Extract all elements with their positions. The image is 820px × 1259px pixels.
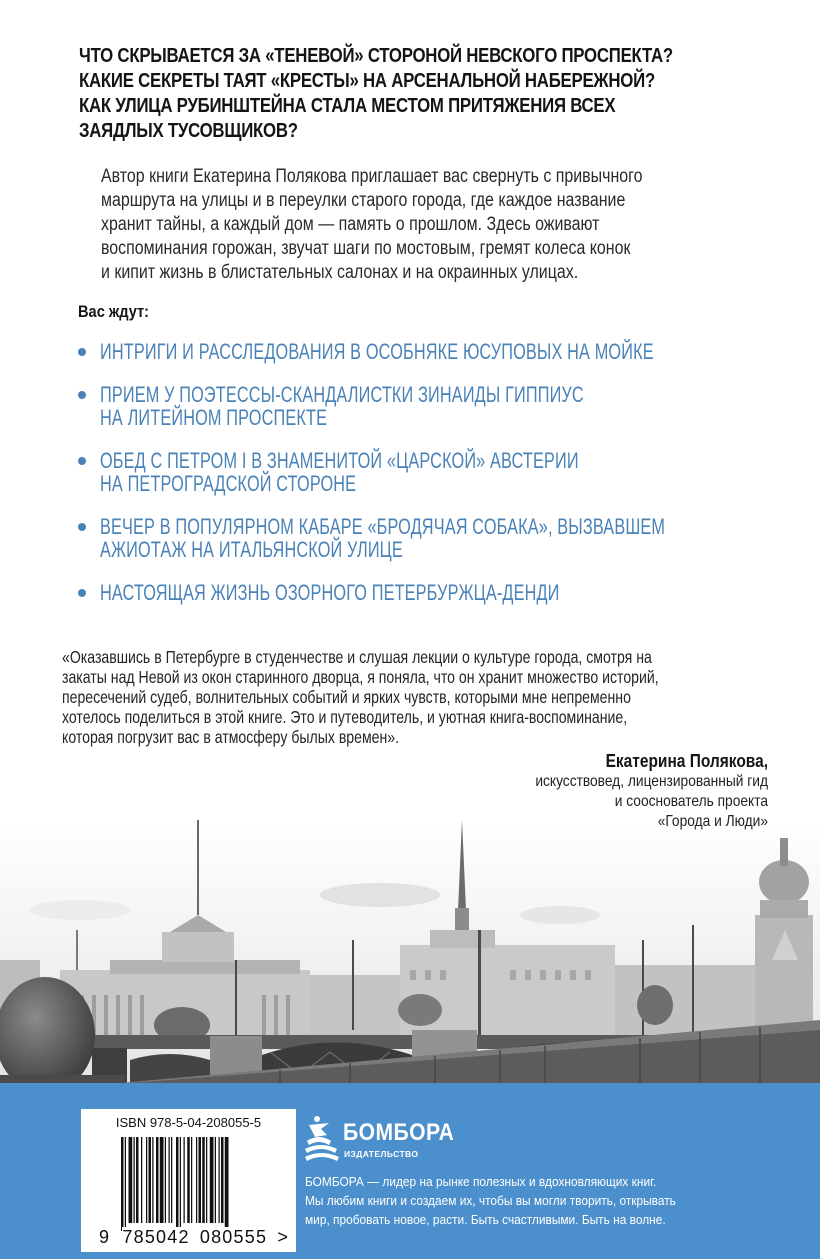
barcode-bar — [152, 1137, 153, 1223]
bullet-line: НАСТОЯЩАЯ ЖИЗНЬ ОЗОРНОГО ПЕТЕРБУРЖЦА-ДЕНДИ — [100, 580, 560, 605]
barcode-bar — [169, 1137, 170, 1223]
bullet-line: ИНТРИГИ И РАССЛЕДОВАНИЯ В ОСОБНЯКЕ ЮСУПОВЫХ НА МОЙКЕ — [100, 339, 654, 364]
barcode-bar — [121, 1137, 124, 1231]
barcode-bar — [184, 1137, 185, 1223]
headline-line: КАК УЛИЦА РУБИНШТЕЙНА СТАЛА МЕСТОМ ПРИТЯЖЕНИЯ ВСЕХ — [79, 94, 616, 117]
barcode-bar — [210, 1137, 214, 1223]
author-name: Екатерина Полякова, — [605, 751, 768, 771]
headline-line: ЗАЯДЛЫХ ТУСОВЩИКОВ? — [79, 119, 298, 142]
bullet-item — [76, 515, 776, 561]
barcode-bar — [129, 1137, 133, 1223]
bullet-dot-icon — [78, 523, 86, 531]
author-role-line: и сооснователь проекта — [614, 793, 768, 810]
barcode-bar — [165, 1137, 166, 1223]
intro-line: воспоминания горожан, звучат шаги по мостовым, гремят колеса конок — [101, 238, 631, 259]
quote-line: «Оказавшись в Петербурге в студенчестве и слушая лекции о культуре города, смотря на — [62, 647, 652, 667]
quote-line: пересечений судеб, волнительных событий и ярких чувств, которыми мне непременно — [62, 687, 631, 707]
city-photo — [0, 820, 820, 1083]
publisher-line: мир, пробовать новое, расти. Быть счастливыми. Быть на волне. — [305, 1212, 666, 1227]
barcode-digit-first: 9 — [99, 1227, 111, 1247]
bullet-dot-icon — [78, 589, 86, 597]
intro-line: маршрута на улицы и в переулки старого города, где каждое название — [101, 190, 626, 211]
intro-line: Автор книги Екатерина Полякова приглашает вас свернуть с привычного — [101, 166, 643, 187]
barcode-digit-group: 785042 — [122, 1227, 190, 1247]
publisher-line: Мы любим книги и создаем их, чтобы вы могли творить, открывать — [305, 1193, 676, 1208]
barcode-bar — [125, 1137, 126, 1231]
barcode-digits — [99, 1227, 299, 1248]
publisher-description — [305, 1172, 789, 1229]
barcode-bar — [199, 1137, 202, 1223]
barcode-bar — [196, 1137, 197, 1223]
author-attribution — [368, 750, 768, 832]
quote-line: закаты над Невой из окон старинного дворца, я поняла, что он хранит множество историй, — [62, 667, 659, 687]
barcode-bar — [141, 1137, 142, 1223]
headline-line: ЧТО СКРЫВАЕТСЯ ЗА «ТЕНЕВОЙ» СТОРОНОЙ НЕВСКОГО ПРОСПЕКТА? — [79, 44, 673, 67]
headline — [79, 43, 760, 143]
author-role-line: искусствовед, лицензированный гид — [535, 773, 768, 790]
logo-name: БОМБОРА — [343, 1119, 455, 1146]
bullet-line: ПРИЕМ У ПОЭТЕССЫ-СКАНДАЛИСТКИ ЗИНАИДЫ ГИППИУС — [100, 382, 584, 407]
bullet-item — [76, 581, 776, 604]
st-petersburg-palace-bridge-photo-icon — [0, 820, 820, 1083]
author-role-line: «Города и Люди» — [657, 813, 768, 830]
barcode-bar — [156, 1137, 159, 1223]
bullet-line: НА ПЕТРОГРАДСКОЙ СТОРОНЕ — [100, 471, 357, 496]
barcode-bar — [160, 1137, 164, 1223]
bullet-item — [76, 340, 776, 363]
barcode-bar — [180, 1137, 181, 1231]
barcode-bar — [134, 1137, 135, 1223]
author-quote — [62, 647, 754, 747]
barcode-icon — [121, 1137, 271, 1235]
bullet-item — [76, 449, 776, 495]
bullet-line: НА ЛИТЕЙНОМ ПРОСПЕКТЕ — [100, 405, 328, 430]
bullet-line: АЖИОТАЖ НА ИТАЛЬЯНСКОЙ УЛИЦЕ — [100, 537, 403, 562]
barcode-bar — [146, 1137, 147, 1223]
bullet-line: ВЕЧЕР В ПОПУЛЯРНОМ КАБАРЕ «БРОДЯЧАЯ СОБАКА», ВЫЗВАВШЕМ — [100, 514, 666, 539]
barcode-bar — [225, 1137, 229, 1231]
bullet-dot-icon — [78, 348, 86, 356]
bullet-list — [76, 340, 776, 624]
publisher-logo — [305, 1115, 525, 1165]
barcode-bar — [171, 1137, 172, 1223]
barcode-bar — [191, 1137, 192, 1223]
publisher-line: БОМБОРА — лидер на рынке полезных и вдохновляющих книг. — [305, 1174, 657, 1189]
barcode-bar — [176, 1137, 179, 1231]
barcode-bar — [206, 1137, 207, 1223]
bullet-dot-icon — [78, 391, 86, 399]
intro-line: и кипит жизнь в блистательных салонах и на окраинных улицах. — [101, 262, 579, 283]
isbn-barcode — [81, 1109, 296, 1252]
barcode-digit-group: 080555 — [199, 1227, 268, 1247]
bombora-wave-figure-logo-icon — [305, 1115, 339, 1163]
quote-line: которая погрузит вас в атмосферу былых времен». — [62, 727, 400, 747]
intro-line: хранит тайны, а каждый дом — память о прошлом. Здесь оживают — [101, 214, 600, 235]
barcode-bar — [149, 1137, 152, 1223]
bullet-dot-icon — [78, 457, 86, 465]
barcode-bar — [221, 1137, 224, 1223]
barcode-bar — [136, 1137, 139, 1223]
isbn-number: ISBN 978-5-04-208055-5 — [115, 1115, 262, 1130]
barcode-digit-arrow: > — [277, 1227, 290, 1247]
intro-paragraph — [101, 165, 739, 285]
quote-line: хотелось поделиться в этой книге. Это и путеводитель, и уютная книга-воспоминание, — [62, 707, 628, 727]
barcode-bar — [219, 1137, 220, 1223]
barcode-bar — [187, 1137, 190, 1223]
barcode-bar — [215, 1137, 216, 1223]
barcode-bar — [202, 1137, 205, 1223]
wait-label: Вас ждут: — [78, 302, 150, 321]
headline-line: КАКИЕ СЕКРЕТЫ ТАЯТ «КРЕСТЫ» НА АРСЕНАЛЬНОЙ НАБЕРЕЖНОЙ? — [79, 69, 655, 92]
bullet-item — [76, 383, 776, 429]
bullet-line: ОБЕД С ПЕТРОМ I В ЗНАМЕНИТОЙ «ЦАРСКОЙ» АВСТЕРИИ — [100, 448, 579, 473]
logo-subtitle: ИЗДАТЕЛЬСТВО — [344, 1149, 419, 1159]
